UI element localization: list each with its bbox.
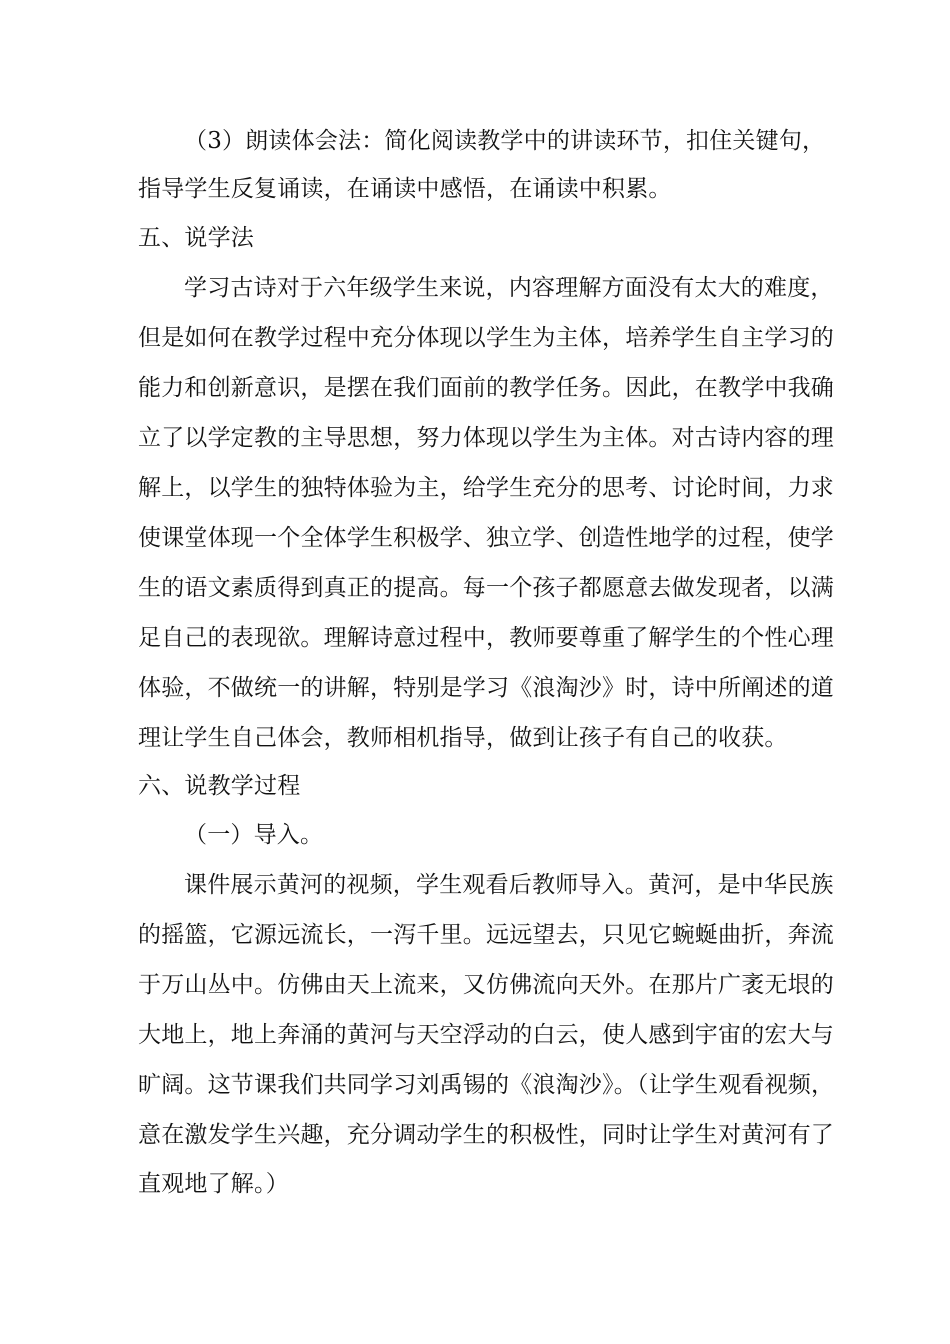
paragraph-line: 足自己的表现欲。理解诗意过程中，教师要尊重了解学生的个性心理 [138,625,834,651]
subheading: （一）导入。 [184,822,324,848]
paragraph-line: 理让学生自己体会，教师相机指导，做到让孩子有自己的收获。 [138,725,788,751]
paragraph-line: （3）朗读体会法：简化阅读教学中的讲读环节，扣住关键句， [184,128,826,154]
section-heading-5: 五、说学法 [138,225,254,251]
paragraph-line: 生的语文素质得到真正的提高。每一个孩子都愿意去做发现者，以满 [138,575,834,601]
paragraph-line: 指导学生反复诵读，在诵读中感悟，在诵读中积累。 [138,176,672,202]
paragraph-line: 使课堂体现一个全体学生积极学、独立学、创造性地学的过程，使学 [138,525,834,551]
paragraph-line: 课件展示黄河的视频，学生观看后教师导入。黄河，是中华民族 [184,872,834,898]
paragraph-line: 但是如何在教学过程中充分体现以学生为主体，培养学生自主学习的 [138,325,834,351]
paragraph-line: 的摇篮，它源远流长，一泻千里。远远望去，只见它蜿蜒曲折，奔流 [138,922,834,948]
paragraph-line: 解上，以学生的独特体验为主，给学生充分的思考、讨论时间，力求 [138,475,834,501]
paragraph-line: 学习古诗对于六年级学生来说，内容理解方面没有太大的难度， [184,275,834,301]
paragraph-line: 能力和创新意识，是摆在我们面前的教学任务。因此，在教学中我确 [138,375,834,401]
paragraph-line: 于万山丛中。仿佛由天上流来，又仿佛流向天外。在那片广袤无垠的 [138,972,834,998]
paragraph-line: 直观地了解。） [138,1171,289,1197]
paragraph-line: 立了以学定教的主导思想，努力体现以学生为主体。对古诗内容的理 [138,425,834,451]
section-heading-6: 六、说教学过程 [138,773,301,799]
paragraph-line: 大地上，地上奔涌的黄河与天空浮动的白云，使人感到宇宙的宏大与 [138,1022,834,1048]
paragraph-line: 意在激发学生兴趣，充分调动学生的积极性，同时让学生对黄河有了 [138,1122,834,1148]
paragraph-line: 体验，不做统一的讲解，特别是学习《浪淘沙》时，诗中所阐述的道 [138,675,834,701]
paragraph-line: 旷阔。这节课我们共同学习刘禹锡的《浪淘沙》。（让学生观看视频， [138,1072,835,1098]
